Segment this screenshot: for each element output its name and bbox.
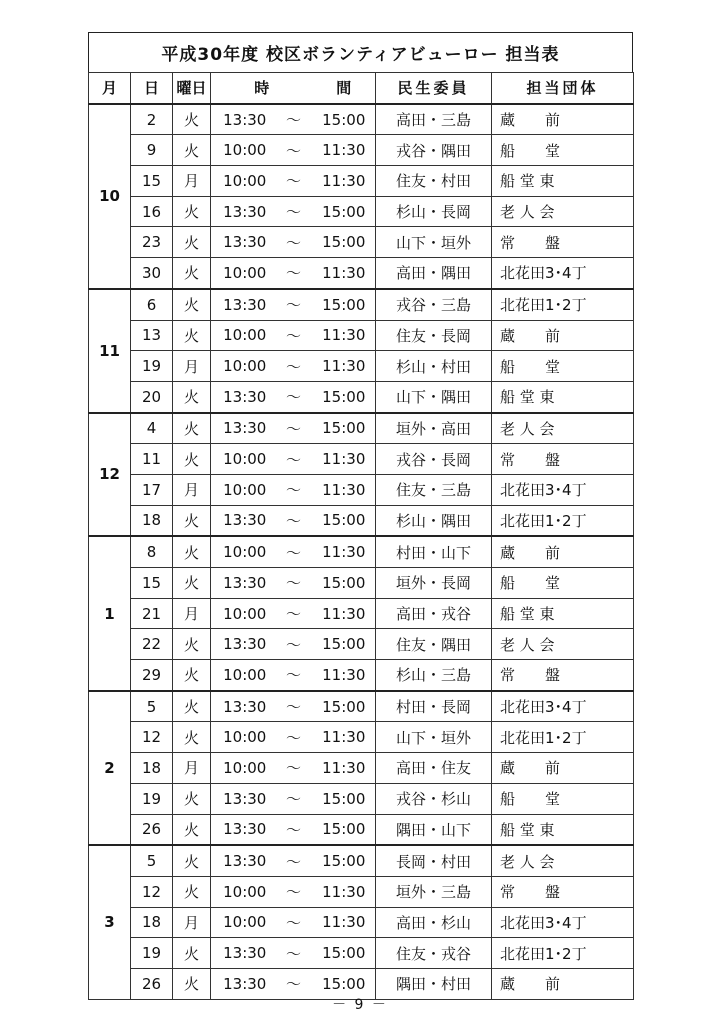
- day-cell: 8: [131, 536, 173, 567]
- group-cell: 北花田3･4丁: [492, 907, 634, 938]
- weekday-cell: 火: [173, 660, 211, 691]
- start-time-cell: 10:00: [211, 320, 275, 351]
- day-cell: 12: [131, 722, 173, 753]
- members-cell: 山下・垣外: [376, 722, 492, 753]
- group-cell: 船 堂: [492, 351, 634, 382]
- end-time-cell: 11:30: [313, 598, 376, 629]
- header-time-start: 時: [211, 73, 313, 104]
- table-row: [89, 413, 634, 444]
- weekday-cell: 火: [173, 444, 211, 475]
- end-time-cell: 15:00: [313, 629, 376, 660]
- table-row: [89, 598, 634, 629]
- start-time-cell: 10:00: [211, 258, 275, 289]
- day-cell: 13: [131, 320, 173, 351]
- time-separator: ～: [275, 320, 313, 351]
- start-time-cell: 10:00: [211, 474, 275, 505]
- group-cell: 北花田3･4丁: [492, 691, 634, 722]
- table-row: [89, 474, 634, 505]
- end-time-cell: 11:30: [313, 474, 376, 505]
- end-time-cell: 11:30: [313, 907, 376, 938]
- group-cell: 船 堂: [492, 568, 634, 599]
- weekday-cell: 火: [173, 783, 211, 814]
- members-cell: 杉山・三島: [376, 660, 492, 691]
- end-time-cell: 15:00: [313, 568, 376, 599]
- start-time-cell: 13:30: [211, 505, 275, 536]
- group-cell: 老 人 会: [492, 413, 634, 444]
- table-row: [89, 629, 634, 660]
- start-time-cell: 13:30: [211, 568, 275, 599]
- day-cell: 6: [131, 289, 173, 320]
- start-time-cell: 10:00: [211, 907, 275, 938]
- end-time-cell: 11:30: [313, 444, 376, 475]
- end-time-cell: 15:00: [313, 845, 376, 876]
- weekday-cell: 月: [173, 474, 211, 505]
- header-group: 担当団体: [492, 73, 634, 104]
- start-time-cell: 13:30: [211, 783, 275, 814]
- group-cell: 常 盤: [492, 227, 634, 258]
- day-cell: 18: [131, 753, 173, 784]
- time-separator: ～: [275, 598, 313, 629]
- header-month: 月: [89, 73, 131, 104]
- time-separator: ～: [275, 629, 313, 660]
- header-time-end: 間: [313, 73, 376, 104]
- weekday-cell: 火: [173, 413, 211, 444]
- members-cell: 垣外・高田: [376, 413, 492, 444]
- month-cell: 1: [89, 536, 131, 690]
- time-separator: ～: [275, 258, 313, 289]
- members-cell: 山下・隅田: [376, 381, 492, 412]
- day-cell: 18: [131, 505, 173, 536]
- group-cell: 蔵 前: [492, 104, 634, 135]
- weekday-cell: 火: [173, 104, 211, 135]
- end-time-cell: 11:30: [313, 351, 376, 382]
- time-separator: ～: [275, 413, 313, 444]
- time-separator: ～: [275, 845, 313, 876]
- end-time-cell: 11:30: [313, 660, 376, 691]
- month-cell: 3: [89, 845, 131, 999]
- time-separator: ～: [275, 907, 313, 938]
- end-time-cell: 11:30: [313, 320, 376, 351]
- start-time-cell: 10:00: [211, 876, 275, 907]
- members-cell: 高田・杉山: [376, 907, 492, 938]
- start-time-cell: 10:00: [211, 753, 275, 784]
- weekday-cell: 火: [173, 691, 211, 722]
- day-cell: 19: [131, 351, 173, 382]
- start-time-cell: 10:00: [211, 166, 275, 197]
- members-cell: 住友・戎谷: [376, 938, 492, 969]
- weekday-cell: 月: [173, 753, 211, 784]
- end-time-cell: 15:00: [313, 968, 376, 999]
- members-cell: 隅田・村田: [376, 968, 492, 999]
- end-time-cell: 11:30: [313, 876, 376, 907]
- time-separator: ～: [275, 196, 313, 227]
- day-cell: 5: [131, 845, 173, 876]
- group-cell: 常 盤: [492, 660, 634, 691]
- group-cell: 蔵 前: [492, 536, 634, 567]
- start-time-cell: 13:30: [211, 289, 275, 320]
- time-separator: ～: [275, 568, 313, 599]
- start-time-cell: 10:00: [211, 598, 275, 629]
- group-cell: 老 人 会: [492, 196, 634, 227]
- start-time-cell: 13:30: [211, 196, 275, 227]
- time-separator: ～: [275, 753, 313, 784]
- day-cell: 26: [131, 968, 173, 999]
- document-title: 平成30年度 校区ボランティアビューロー 担当表: [88, 32, 633, 72]
- members-cell: 村田・山下: [376, 536, 492, 567]
- time-separator: ～: [275, 505, 313, 536]
- group-cell: 船 堂 東: [492, 166, 634, 197]
- header-day: 日: [131, 73, 173, 104]
- end-time-cell: 15:00: [313, 196, 376, 227]
- members-cell: 杉山・村田: [376, 351, 492, 382]
- day-cell: 26: [131, 814, 173, 845]
- table-row: [89, 536, 634, 567]
- group-cell: 北花田3･4丁: [492, 258, 634, 289]
- members-cell: 戎谷・三島: [376, 289, 492, 320]
- table-row: [89, 753, 634, 784]
- group-cell: 常 盤: [492, 876, 634, 907]
- end-time-cell: 15:00: [313, 104, 376, 135]
- start-time-cell: 13:30: [211, 227, 275, 258]
- end-time-cell: 15:00: [313, 505, 376, 536]
- members-cell: 杉山・隅田: [376, 505, 492, 536]
- group-cell: 船 堂 東: [492, 381, 634, 412]
- end-time-cell: 11:30: [313, 536, 376, 567]
- weekday-cell: 火: [173, 258, 211, 289]
- table-row: [89, 227, 634, 258]
- end-time-cell: 11:30: [313, 753, 376, 784]
- table-row: [89, 783, 634, 814]
- table-row: [89, 289, 634, 320]
- time-separator: ～: [275, 876, 313, 907]
- end-time-cell: 11:30: [313, 166, 376, 197]
- month-cell: 2: [89, 691, 131, 845]
- group-cell: 北花田3･4丁: [492, 474, 634, 505]
- weekday-cell: 火: [173, 876, 211, 907]
- group-cell: 北花田1･2丁: [492, 505, 634, 536]
- end-time-cell: 11:30: [313, 722, 376, 753]
- start-time-cell: 13:30: [211, 938, 275, 969]
- weekday-cell: 火: [173, 536, 211, 567]
- members-cell: 長岡・村田: [376, 845, 492, 876]
- members-cell: 垣外・長岡: [376, 568, 492, 599]
- end-time-cell: 15:00: [313, 691, 376, 722]
- time-separator: ～: [275, 381, 313, 412]
- table-row: [89, 814, 634, 845]
- time-separator: ～: [275, 938, 313, 969]
- weekday-cell: 火: [173, 227, 211, 258]
- end-time-cell: 15:00: [313, 289, 376, 320]
- weekday-cell: 火: [173, 135, 211, 166]
- weekday-cell: 火: [173, 289, 211, 320]
- time-separator: ～: [275, 289, 313, 320]
- day-cell: 16: [131, 196, 173, 227]
- group-cell: 船 堂 東: [492, 598, 634, 629]
- members-cell: 高田・隅田: [376, 258, 492, 289]
- members-cell: 戎谷・隅田: [376, 135, 492, 166]
- day-cell: 18: [131, 907, 173, 938]
- time-separator: ～: [275, 536, 313, 567]
- time-separator: ～: [275, 104, 313, 135]
- members-cell: 垣外・三島: [376, 876, 492, 907]
- day-cell: 5: [131, 691, 173, 722]
- group-cell: 北花田1･2丁: [492, 289, 634, 320]
- table-row: [89, 505, 634, 536]
- start-time-cell: 13:30: [211, 691, 275, 722]
- table-row: [89, 938, 634, 969]
- group-cell: 蔵 前: [492, 968, 634, 999]
- group-cell: 船 堂: [492, 135, 634, 166]
- group-cell: 船 堂: [492, 783, 634, 814]
- table-row: [89, 166, 634, 197]
- end-time-cell: 15:00: [313, 227, 376, 258]
- day-cell: 15: [131, 568, 173, 599]
- weekday-cell: 火: [173, 814, 211, 845]
- members-cell: 住友・村田: [376, 166, 492, 197]
- table-row: [89, 320, 634, 351]
- day-cell: 4: [131, 413, 173, 444]
- weekday-cell: 火: [173, 845, 211, 876]
- weekday-cell: 月: [173, 907, 211, 938]
- schedule-table: [88, 72, 634, 1000]
- header-members: 民生委員: [376, 73, 492, 104]
- month-cell: 10: [89, 104, 131, 289]
- table-row: [89, 845, 634, 876]
- day-cell: 19: [131, 938, 173, 969]
- group-cell: 蔵 前: [492, 753, 634, 784]
- members-cell: 杉山・長岡: [376, 196, 492, 227]
- group-cell: 蔵 前: [492, 320, 634, 351]
- time-separator: ～: [275, 660, 313, 691]
- end-time-cell: 15:00: [313, 938, 376, 969]
- members-cell: 住友・長岡: [376, 320, 492, 351]
- end-time-cell: 15:00: [313, 783, 376, 814]
- day-cell: 22: [131, 629, 173, 660]
- time-separator: ～: [275, 691, 313, 722]
- time-separator: ～: [275, 227, 313, 258]
- day-cell: 17: [131, 474, 173, 505]
- month-cell: 12: [89, 413, 131, 537]
- start-time-cell: 10:00: [211, 536, 275, 567]
- time-separator: ～: [275, 783, 313, 814]
- time-separator: ～: [275, 444, 313, 475]
- time-separator: ～: [275, 968, 313, 999]
- day-cell: 23: [131, 227, 173, 258]
- members-cell: 村田・長岡: [376, 691, 492, 722]
- members-cell: 住友・三島: [376, 474, 492, 505]
- members-cell: 高田・三島: [376, 104, 492, 135]
- day-cell: 20: [131, 381, 173, 412]
- table-row: [89, 907, 634, 938]
- time-separator: ～: [275, 351, 313, 382]
- members-cell: 住友・隅田: [376, 629, 492, 660]
- group-cell: 常 盤: [492, 444, 634, 475]
- end-time-cell: 15:00: [313, 381, 376, 412]
- day-cell: 29: [131, 660, 173, 691]
- start-time-cell: 13:30: [211, 413, 275, 444]
- weekday-cell: 月: [173, 351, 211, 382]
- table-row: [89, 196, 634, 227]
- time-separator: ～: [275, 722, 313, 753]
- weekday-cell: 月: [173, 166, 211, 197]
- header-weekday: 曜日: [173, 73, 211, 104]
- table-row: [89, 691, 634, 722]
- weekday-cell: 火: [173, 320, 211, 351]
- table-row: [89, 381, 634, 412]
- end-time-cell: 11:30: [313, 258, 376, 289]
- weekday-cell: 火: [173, 722, 211, 753]
- start-time-cell: 13:30: [211, 845, 275, 876]
- table-row: [89, 660, 634, 691]
- start-time-cell: 10:00: [211, 351, 275, 382]
- table-row: [89, 135, 634, 166]
- schedule-sheet: [88, 32, 633, 1000]
- members-cell: 高田・戎谷: [376, 598, 492, 629]
- weekday-cell: 火: [173, 629, 211, 660]
- start-time-cell: 13:30: [211, 629, 275, 660]
- header-row: [89, 73, 634, 104]
- start-time-cell: 13:30: [211, 381, 275, 412]
- start-time-cell: 10:00: [211, 660, 275, 691]
- members-cell: 山下・垣外: [376, 227, 492, 258]
- weekday-cell: 火: [173, 505, 211, 536]
- day-cell: 11: [131, 444, 173, 475]
- day-cell: 15: [131, 166, 173, 197]
- end-time-cell: 11:30: [313, 135, 376, 166]
- weekday-cell: 火: [173, 568, 211, 599]
- time-separator: ～: [275, 166, 313, 197]
- weekday-cell: 火: [173, 938, 211, 969]
- weekday-cell: 火: [173, 968, 211, 999]
- start-time-cell: 10:00: [211, 135, 275, 166]
- members-cell: 高田・住友: [376, 753, 492, 784]
- group-cell: 船 堂 東: [492, 814, 634, 845]
- time-separator: ～: [275, 474, 313, 505]
- table-row: [89, 568, 634, 599]
- time-separator: ～: [275, 135, 313, 166]
- day-cell: 9: [131, 135, 173, 166]
- start-time-cell: 13:30: [211, 104, 275, 135]
- table-row: [89, 104, 634, 135]
- start-time-cell: 10:00: [211, 444, 275, 475]
- table-row: [89, 258, 634, 289]
- start-time-cell: 13:30: [211, 968, 275, 999]
- day-cell: 2: [131, 104, 173, 135]
- group-cell: 北花田1･2丁: [492, 938, 634, 969]
- table-row: [89, 876, 634, 907]
- page-number: － 9 －: [332, 997, 388, 1013]
- day-cell: 21: [131, 598, 173, 629]
- table-row: [89, 351, 634, 382]
- schedule-body: [89, 104, 634, 999]
- start-time-cell: 13:30: [211, 814, 275, 845]
- month-cell: 11: [89, 289, 131, 413]
- day-cell: 30: [131, 258, 173, 289]
- end-time-cell: 15:00: [313, 413, 376, 444]
- end-time-cell: 15:00: [313, 814, 376, 845]
- day-cell: 19: [131, 783, 173, 814]
- members-cell: 戎谷・長岡: [376, 444, 492, 475]
- time-separator: ～: [275, 814, 313, 845]
- weekday-cell: 月: [173, 598, 211, 629]
- group-cell: 老 人 会: [492, 629, 634, 660]
- group-cell: 北花田1･2丁: [492, 722, 634, 753]
- members-cell: 隅田・山下: [376, 814, 492, 845]
- table-row: [89, 722, 634, 753]
- group-cell: 老 人 会: [492, 845, 634, 876]
- members-cell: 戎谷・杉山: [376, 783, 492, 814]
- day-cell: 12: [131, 876, 173, 907]
- table-row: [89, 444, 634, 475]
- weekday-cell: 火: [173, 381, 211, 412]
- start-time-cell: 10:00: [211, 722, 275, 753]
- weekday-cell: 火: [173, 196, 211, 227]
